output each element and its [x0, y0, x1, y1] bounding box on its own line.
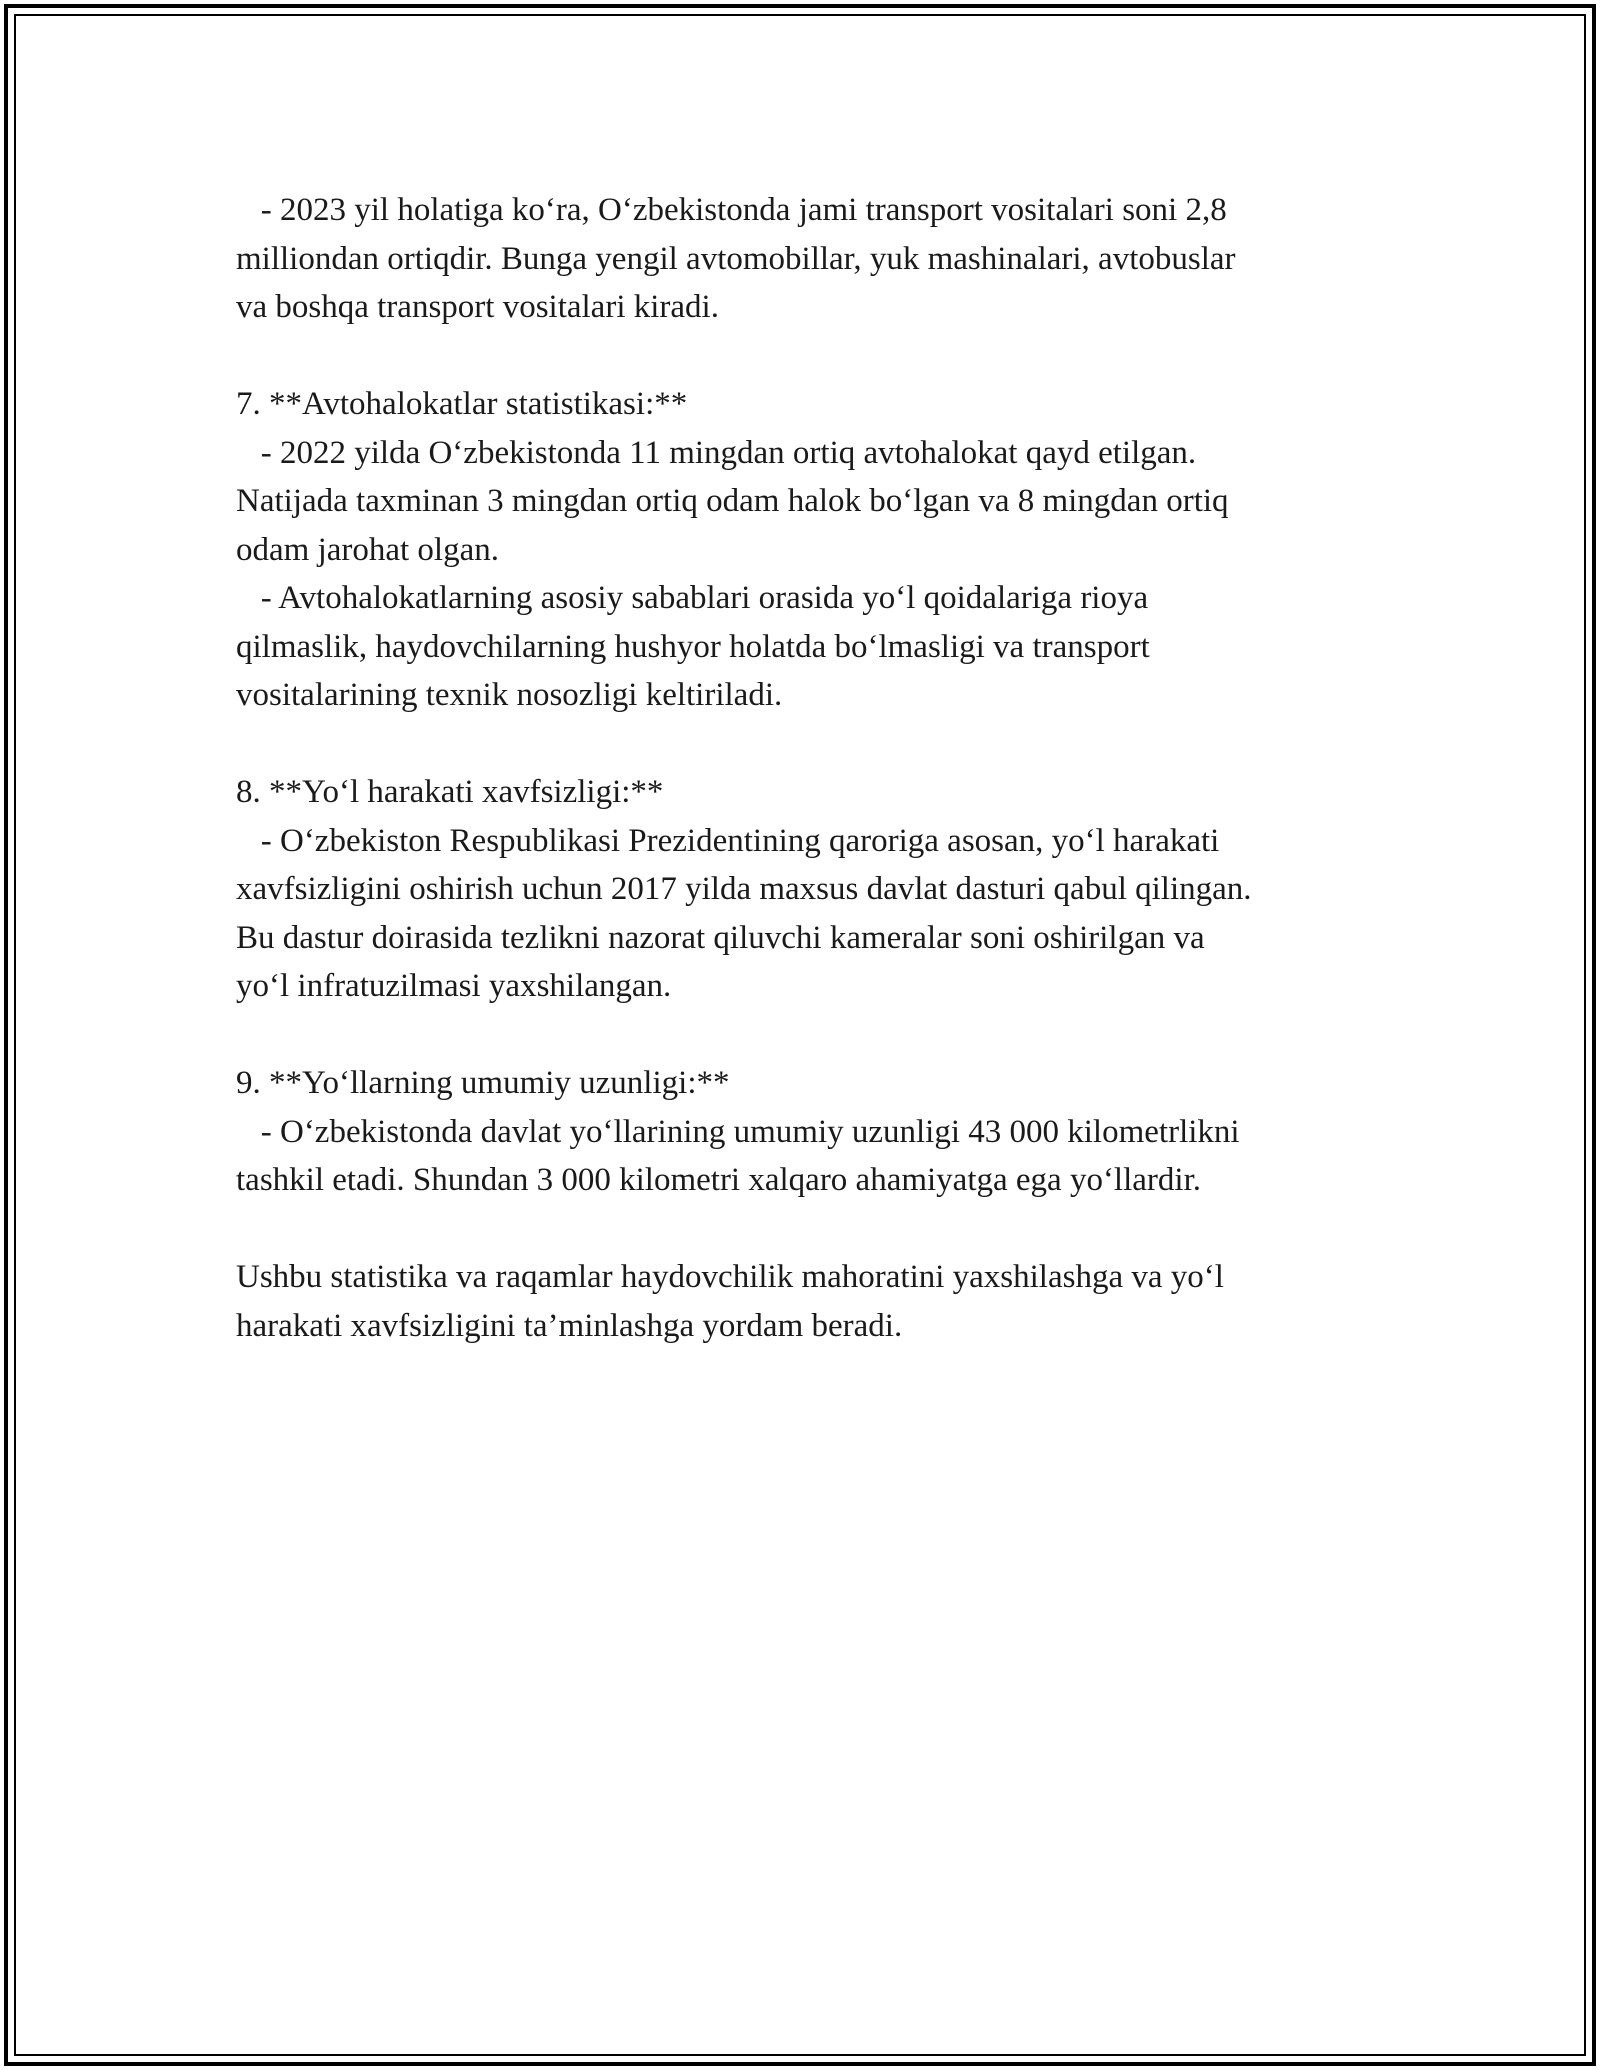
section-road-safety: 8. **Yo‘l harakati xavfsizligi:** - O‘zbekiston Respublikasi Prezidentining qaroriga asosan, yo‘l harakati xavfsizligini oshirish uchun 2017 yilda maxsus davlat dasturi qabul qilingan. Bu dastur doirasida tezlikni nazorat qiluvchi kameralar soni oshirilgan va yo‘l infratuzilmasi yaxshilangan.	[236, 774, 1252, 1004]
paragraph-transport-count: - 2023 yil holatiga ko‘ra, O‘zbekistonda jami transport vositalari soni 2,8 milliondan ortiqdir. Bunga yengil avtomobillar, yuk mashinalari, avtobuslar va boshqa transport vositalari kiradi.	[236, 192, 1236, 325]
document-body	[236, 186, 1396, 1350]
paragraph-conclusion: Ushbu statistika va raqamlar haydovchilik mahoratini yaxshilashga va yo‘l harakati xavfsizligini ta’minlashga yordam beradi.	[236, 1259, 1224, 1344]
section-accident-statistics: 7. **Avtohalokatlar statistikasi:** - 2022 yilda O‘zbekistonda 11 mingdan ortiq avtohalokat qayd etilgan. Natijada taxminan 3 mingdan ortiq odam halok bo‘lgan va 8 mingdan ortiq odam jarohat olgan. - Avtohalokatlarning asosiy sabablari orasida yo‘l qoidalariga rioya qilmaslik, haydovchilarning hushyor holatda bo‘lmasligi va transport vositalarining texnik nosozligi keltiriladi.	[236, 386, 1229, 713]
paragraph-gap	[236, 332, 1396, 381]
paragraph-gap	[236, 720, 1396, 769]
section-road-length: 9. **Yo‘llarning umumiy uzunligi:** - O‘zbekistonda davlat yo‘llarining umumiy uzunligi 43 000 kilometrlikni tashkil etadi. Shundan 3 000 kilometri xalqaro ahamiyatga ega yo‘llardir.	[236, 1065, 1240, 1198]
paragraph-gap	[236, 1011, 1396, 1060]
paragraph-gap	[236, 1205, 1396, 1254]
